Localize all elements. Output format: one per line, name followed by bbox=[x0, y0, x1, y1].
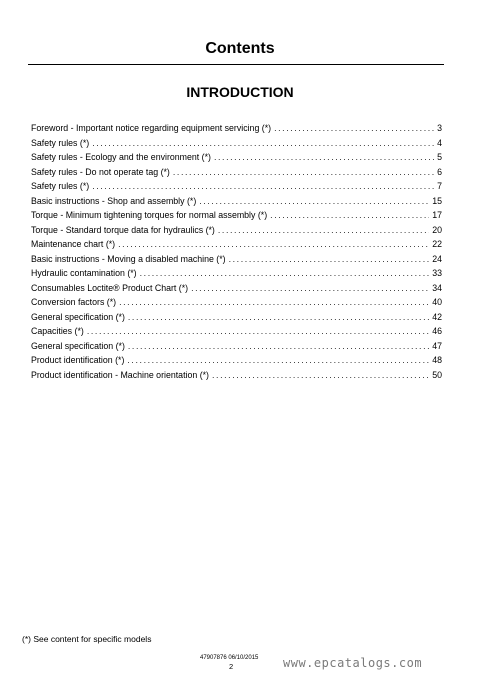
toc-entry[interactable] bbox=[31, 121, 442, 136]
toc-entry-page: 20 bbox=[432, 224, 442, 235]
toc-entry-title: Consumables Loctite® Product Chart (*) bbox=[31, 282, 189, 293]
toc-entry[interactable] bbox=[31, 324, 442, 339]
toc-entry[interactable] bbox=[31, 339, 442, 354]
toc-entry-page: 34 bbox=[432, 282, 442, 293]
toc-entry-title: Foreword - Important notice regarding equipment servicing (*) bbox=[31, 123, 272, 133]
toc-entry[interactable] bbox=[31, 150, 442, 165]
toc-entry-page: 47 bbox=[432, 340, 442, 351]
page-number: 2 bbox=[229, 662, 234, 671]
toc-entry[interactable] bbox=[31, 136, 442, 151]
toc-entry-page: 22 bbox=[432, 239, 442, 249]
toc-entry[interactable] bbox=[31, 194, 442, 209]
toc-dot-leader bbox=[218, 223, 429, 238]
toc-entry-title: Safety rules - Do not operate tag (*) bbox=[31, 166, 170, 177]
toc-entry-title: Hydraulic contamination (*) bbox=[31, 268, 137, 278]
toc-entry[interactable] bbox=[31, 179, 442, 194]
toc-dot-leader bbox=[173, 165, 434, 180]
toc-entry[interactable] bbox=[31, 165, 442, 180]
toc-dot-leader bbox=[199, 194, 429, 209]
toc-entry-title: Torque - Minimum tightening torques for normal assembly (*) bbox=[31, 210, 268, 220]
toc-dot-leader bbox=[270, 208, 429, 223]
toc-entry-title: Maintenance chart (*) bbox=[31, 239, 116, 249]
toc-entry-page: 6 bbox=[437, 166, 442, 177]
toc-dot-leader bbox=[140, 266, 430, 281]
toc-entry-title: Product identification - Machine orientation (*) bbox=[31, 369, 209, 380]
toc-entry[interactable] bbox=[31, 368, 442, 383]
toc-entry[interactable] bbox=[31, 295, 442, 310]
toc-entry-page: 24 bbox=[432, 253, 442, 264]
watermark: www.epcatalogs.com bbox=[283, 656, 423, 670]
toc-entry-page: 15 bbox=[432, 195, 442, 206]
toc-entry-page: 40 bbox=[432, 297, 442, 307]
toc-entry-page: 7 bbox=[437, 181, 442, 191]
toc-entry[interactable] bbox=[31, 237, 442, 252]
toc-entry-page: 17 bbox=[432, 210, 442, 220]
footnote: (*) See content for specific models bbox=[22, 634, 152, 644]
toc-dot-leader bbox=[119, 295, 429, 310]
toc-dot-leader bbox=[128, 339, 429, 354]
toc-entry-page: 50 bbox=[432, 369, 442, 380]
toc-entry-page: 46 bbox=[432, 326, 442, 336]
toc-entry[interactable] bbox=[31, 266, 442, 281]
toc-dot-leader bbox=[87, 324, 429, 339]
toc-dot-leader bbox=[214, 150, 434, 165]
toc-dot-leader bbox=[128, 310, 429, 325]
toc-entry-page: 48 bbox=[432, 355, 442, 365]
toc-dot-leader bbox=[127, 353, 429, 368]
toc-dot-leader bbox=[118, 237, 429, 252]
toc-dot-leader bbox=[191, 281, 429, 296]
toc-entry[interactable] bbox=[31, 223, 442, 238]
toc-entry-page: 42 bbox=[432, 311, 442, 322]
toc-dot-leader bbox=[92, 136, 434, 151]
toc-entry-title: Basic instructions - Shop and assembly (*) bbox=[31, 195, 197, 206]
toc-entry[interactable] bbox=[31, 208, 442, 223]
toc-entry-title: Basic instructions - Moving a disabled machine (*) bbox=[31, 253, 226, 264]
toc-entry-title: Capacities (*) bbox=[31, 326, 84, 336]
toc-entry-page: 5 bbox=[437, 152, 442, 162]
toc-entry-title: Product identification (*) bbox=[31, 355, 125, 365]
document-code: 47907876 06/10/2015 bbox=[200, 655, 259, 661]
page-title: Contents bbox=[205, 40, 275, 57]
toc-entry[interactable] bbox=[31, 353, 442, 368]
toc-entry-page: 4 bbox=[437, 137, 442, 148]
toc-entry-title: Safety rules (*) bbox=[31, 137, 90, 148]
toc-entry-page: 3 bbox=[437, 123, 442, 133]
toc-dot-leader bbox=[229, 252, 430, 267]
table-of-contents bbox=[31, 121, 442, 382]
toc-entry-title: Safety rules (*) bbox=[31, 181, 90, 191]
toc-entry[interactable] bbox=[31, 310, 442, 325]
toc-entry[interactable] bbox=[31, 252, 442, 267]
section-title: INTRODUCTION bbox=[186, 84, 294, 100]
toc-entry-title: General specification (*) bbox=[31, 311, 125, 322]
toc-entry-title: Safety rules - Ecology and the environment (*) bbox=[31, 152, 211, 162]
toc-dot-leader bbox=[274, 121, 434, 136]
title-underline bbox=[28, 64, 444, 65]
toc-entry-title: Conversion factors (*) bbox=[31, 297, 117, 307]
toc-dot-leader bbox=[212, 368, 429, 383]
toc-entry[interactable] bbox=[31, 281, 442, 296]
toc-entry-title: General specification (*) bbox=[31, 340, 125, 351]
toc-entry-page: 33 bbox=[432, 268, 442, 278]
toc-dot-leader bbox=[92, 179, 434, 194]
toc-entry-title: Torque - Standard torque data for hydraulics (*) bbox=[31, 224, 215, 235]
